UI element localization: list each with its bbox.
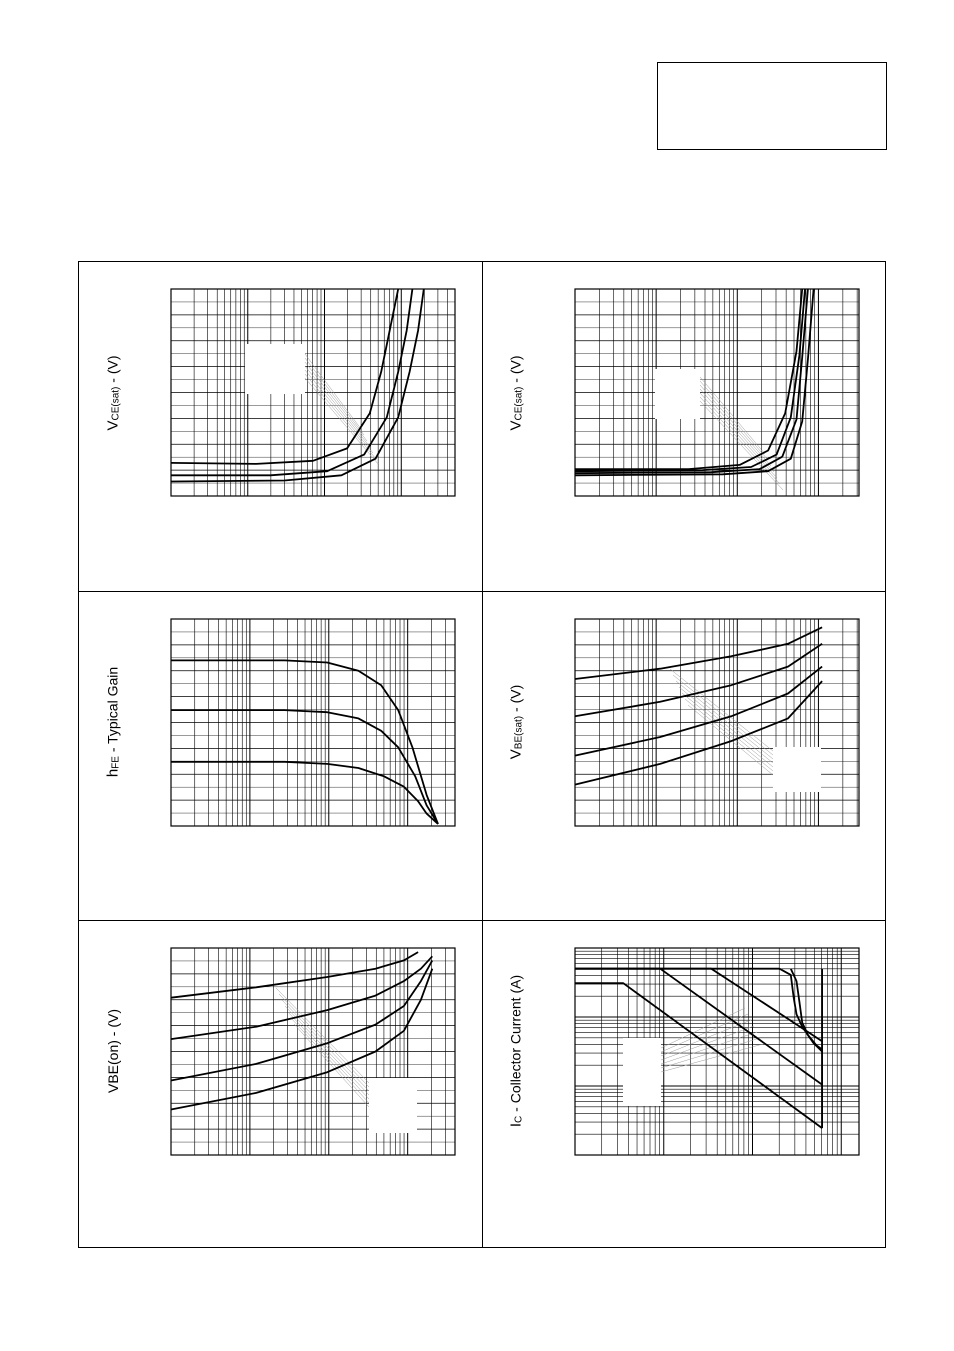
ylabel-p6: $I_C$ - Collector Current (A) bbox=[507, 974, 525, 1128]
p3-series-1 bbox=[171, 660, 438, 824]
chart-p1 bbox=[171, 289, 455, 496]
p6-series-1 bbox=[575, 983, 822, 1128]
p4-series-3 bbox=[575, 667, 822, 756]
p4-leader-line bbox=[685, 699, 773, 771]
p3-series-3 bbox=[171, 762, 438, 824]
chart-p4-svg bbox=[575, 619, 859, 826]
p5-legend-box bbox=[369, 1078, 417, 1133]
chart-p1-svg bbox=[171, 289, 455, 496]
p4-leader-line bbox=[679, 687, 773, 763]
p1-leader-line bbox=[305, 370, 373, 453]
p4-leader-line bbox=[688, 705, 773, 775]
p1-leader-line bbox=[305, 374, 376, 459]
chart-p5 bbox=[171, 948, 455, 1155]
row-divider-2 bbox=[78, 920, 886, 921]
chart-p3 bbox=[171, 619, 455, 826]
ylabel-p2: $V_{CE(sat)} - (V)$ bbox=[507, 355, 525, 431]
p4-leader-line bbox=[670, 669, 773, 751]
p1-leader-line bbox=[305, 354, 361, 429]
p4-legend-box bbox=[773, 747, 821, 792]
p6-leader-line bbox=[661, 1026, 754, 1060]
p3-series-2 bbox=[171, 710, 438, 824]
chart-p6 bbox=[575, 948, 859, 1155]
chart-p6-svg bbox=[575, 948, 859, 1155]
title-box bbox=[657, 62, 887, 150]
row-divider-1 bbox=[78, 591, 886, 592]
chart-p3-svg bbox=[171, 619, 455, 826]
p6-series-2 bbox=[575, 969, 822, 1085]
p4-series-1 bbox=[575, 627, 822, 679]
p4-series-2 bbox=[575, 644, 822, 717]
p1-leader-line bbox=[305, 362, 367, 441]
chart-p2 bbox=[575, 289, 859, 496]
ylabel-p4: $V_{BE(sat)} - (V)$ bbox=[507, 684, 525, 760]
p2-leader-line bbox=[700, 377, 765, 454]
chart-p2-svg bbox=[575, 289, 859, 496]
p1-leader-line bbox=[305, 378, 379, 465]
p2-legend-box bbox=[655, 369, 700, 419]
p6-legend-box bbox=[623, 1038, 661, 1106]
column-divider bbox=[482, 261, 483, 1248]
p4-grid bbox=[575, 619, 859, 826]
chart-p5-svg bbox=[171, 948, 455, 1155]
p1-leader-line bbox=[305, 366, 370, 447]
ylabel-p3: $h_{FE}$ - Typical Gain bbox=[104, 666, 122, 778]
ylabel-p1: $V_{CE(sat)} - (V)$ bbox=[104, 355, 122, 431]
p1-leader-line bbox=[305, 358, 364, 435]
p1-grid bbox=[171, 289, 455, 496]
ylabel-p5: VBE(on) - (V) bbox=[105, 1008, 121, 1094]
p2-grid bbox=[575, 289, 859, 496]
p5-series-1 bbox=[171, 952, 418, 998]
chart-p4 bbox=[575, 619, 859, 826]
p1-legend-box bbox=[245, 344, 305, 394]
